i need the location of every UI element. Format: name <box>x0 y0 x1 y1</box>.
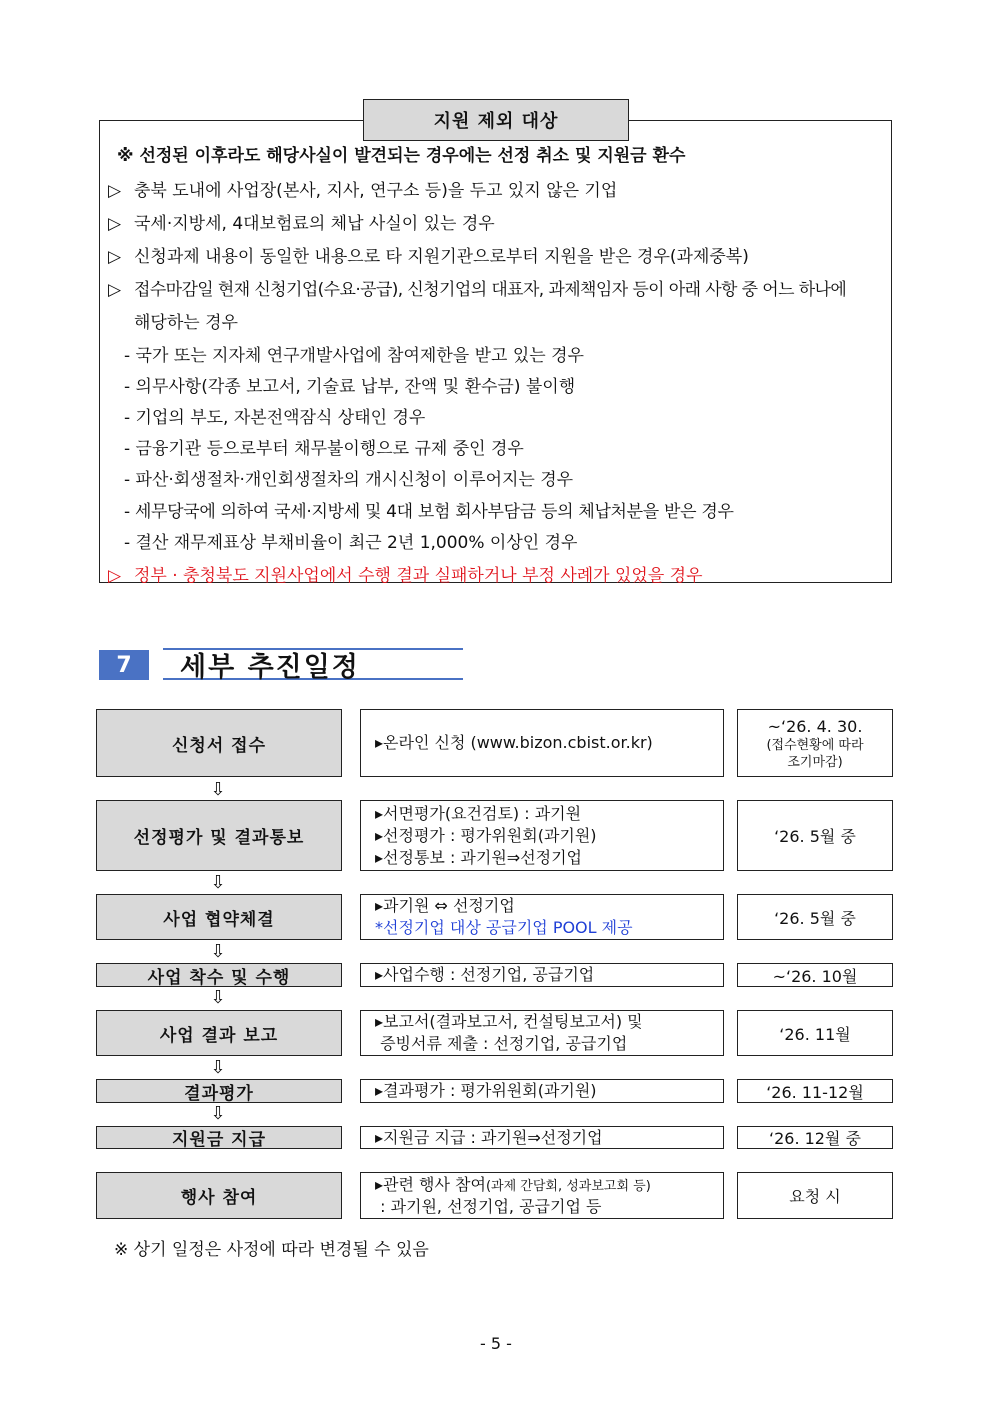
exclusion-title: 지원 제외 대상 <box>363 99 629 141</box>
schedule-desc: ▸관련 행사 참여(과제 간담회, 성과보고회 등) : 과기원, 선정기업, 공급기업 등 <box>360 1172 724 1219</box>
down-arrow-icon: ⇩ <box>210 987 226 1008</box>
schedule-stage: 사업 협약체결 <box>96 894 342 940</box>
schedule-date: ‘26. 5월 중 <box>737 800 893 871</box>
exclusion-item: ▷ 국세·지방세, 4대보험료의 체납 사실이 있는 경우 <box>108 214 495 234</box>
down-arrow-icon: ⇩ <box>210 872 226 893</box>
schedule-desc: ▸온라인 신청 (www.bizon.cbist.or.kr) <box>360 709 724 777</box>
schedule-desc: ▸결과평가 : 평가위원회(과기원) <box>360 1079 724 1103</box>
exclusion-item: ▷ 신청과제 내용이 동일한 내용으로 타 지원기관으로부터 지원을 받은 경우(과제중복) <box>108 247 749 267</box>
triangle-bullet-icon: ▷ <box>108 247 122 267</box>
triangle-bullet-icon: ▷ <box>108 566 122 586</box>
page-number: - 5 - <box>480 1334 512 1353</box>
section-number-badge: 7 <box>99 650 149 680</box>
schedule-desc: ▸보고서(결과보고서, 컨설팅보고서) 및 증빙서류 제출 : 선정기업, 공급기업 <box>360 1010 724 1056</box>
down-arrow-icon: ⇩ <box>210 1057 226 1078</box>
schedule-desc: ▸사업수행 : 선정기업, 공급기업 <box>360 963 724 987</box>
footnote: ※ 상기 일정은 사정에 따라 변경될 수 있음 <box>114 1240 429 1260</box>
schedule-desc: ▸과기원 ⇔ 선정기업 *선정기업 대상 공급기업 POOL 제공 <box>360 894 724 940</box>
section-title: 세부 추진일정 <box>180 652 360 683</box>
schedule-stage: 신청서 접수 <box>96 709 342 777</box>
exclusion-item-highlight: ▷ 정부 · 충청북도 지원사업에서 수행 결과 실패하거나 부정 사례가 있었을 경우 <box>108 566 703 586</box>
exclusion-item: ▷ 충북 도내에 사업장(본사, 지사, 연구소 등)을 두고 있지 않은 기업 <box>108 181 618 201</box>
schedule-stage: 선정평가 및 결과통보 <box>96 800 342 871</box>
exclusion-subitem: - 금융기관 등으로부터 채무불이행으로 규제 중인 경우 <box>124 439 524 459</box>
exclusion-subitem: - 결산 재무제표상 부채비율이 최근 2년 1,000% 이상인 경우 <box>124 533 578 553</box>
schedule-desc: ▸서면평가(요건검토) : 과기원 ▸선정평가 : 평가위원회(과기원) ▸선정통보 : 과기원⇒선정기업 <box>360 800 724 871</box>
schedule-date: ‘26. 11-12월 <box>737 1079 893 1103</box>
schedule-stage: 결과평가 <box>96 1079 342 1103</box>
triangle-bullet-icon: ▷ <box>108 181 122 201</box>
exclusion-subitem: - 기업의 부도, 자본전액잠식 상태인 경우 <box>124 408 426 428</box>
down-arrow-icon: ⇩ <box>210 779 226 800</box>
exclusion-subitem: - 세무당국에 의하여 국세·지방세 및 4대 보험 회사부담금 등의 체납처분을 받은 경우 <box>124 502 734 522</box>
triangle-bullet-icon: ▷ <box>108 280 121 300</box>
exclusion-subitem: - 파산·회생절차·개인회생절차의 개시신청이 이루어지는 경우 <box>124 470 574 490</box>
schedule-date: ~‘26. 4. 30. (접수현황에 따라 조기마감) <box>737 709 893 777</box>
triangle-bullet-icon: ▷ <box>108 214 122 234</box>
schedule-stage: 행사 참여 <box>96 1172 342 1219</box>
schedule-date: ‘26. 12월 중 <box>737 1126 893 1149</box>
down-arrow-icon: ⇩ <box>210 941 226 962</box>
schedule-stage: 지원금 지급 <box>96 1126 342 1149</box>
exclusion-note: ※ 선정된 이후라도 해당사실이 발견되는 경우에는 선정 취소 및 지원금 환수 <box>117 146 686 166</box>
schedule-desc: ▸지원금 지급 : 과기원⇒선정기업 <box>360 1126 724 1149</box>
schedule-date: ‘26. 11월 <box>737 1010 893 1056</box>
schedule-stage: 사업 착수 및 수행 <box>96 963 342 987</box>
exclusion-item: ▷ 접수마감일 현재 신청기업(수요·공급), 신청기업의 대표자, 과제책임자 등이 아래 사항 중 어느 하나에 <box>108 280 847 300</box>
exclusion-subitem: - 국가 또는 지자체 연구개발사업에 참여제한을 받고 있는 경우 <box>124 346 584 366</box>
schedule-date: 요청 시 <box>737 1172 893 1219</box>
schedule-date: ‘26. 5월 중 <box>737 894 893 940</box>
exclusion-subitem: - 의무사항(각종 보고서, 기술료 납부, 잔액 및 환수금) 불이행 <box>124 377 576 397</box>
schedule-stage: 사업 결과 보고 <box>96 1010 342 1056</box>
schedule-date: ~‘26. 10월 <box>737 963 893 987</box>
down-arrow-icon: ⇩ <box>210 1103 226 1124</box>
exclusion-item-continued: 해당하는 경우 <box>134 313 238 333</box>
